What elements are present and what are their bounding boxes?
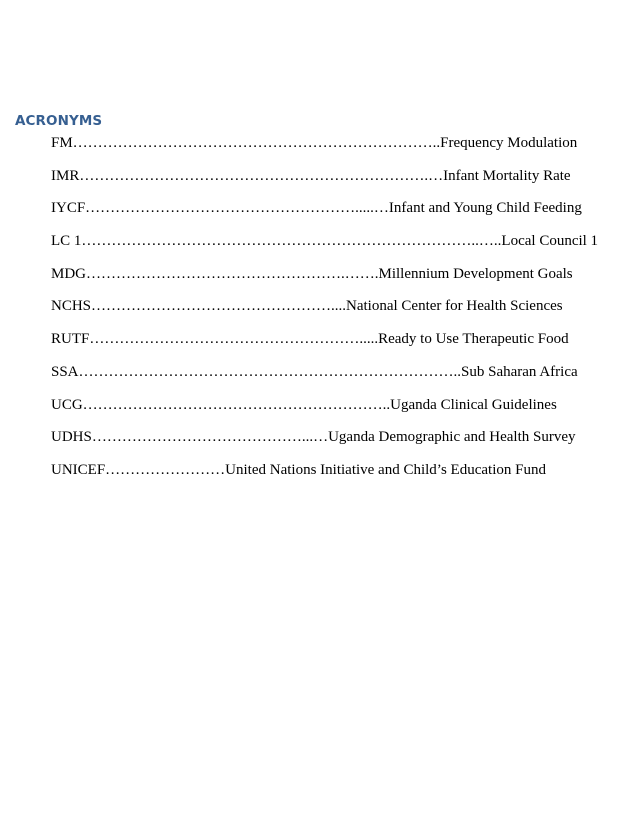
section-heading: ACRONYMS <box>15 113 103 129</box>
acronym-entry-fm: FM………………………………………………………………..Frequency Modulation <box>51 135 578 151</box>
acronym-list <box>51 133 599 493</box>
acronym-entry-unicef: UNICEF……………………United Nations Initiative and Child’s Education Fund <box>51 461 546 478</box>
acronym-entry-imr: IMR…………………………………………………………….…Infant Mortality Rate <box>51 167 571 184</box>
acronym-entry-udhs: UDHS……………………………………...…Uganda Demographic and Health Survey <box>51 429 576 446</box>
acronym-entry-lc1: LC 1……………………………………………………………………..…..Local Council 1 <box>51 233 599 250</box>
acronym-entry-mdg: MDG…………………………………………….…….Millennium Development Goals <box>51 265 573 282</box>
acronym-entry-ssa: SSA…………………………………………………………………..Sub Saharan Africa <box>51 363 578 380</box>
acronym-entry-rutf: RUTF……………………………………………….....Ready to Use Therapeutic Food <box>51 331 569 348</box>
acronym-entry-iycf: IYCF……………………………………………….....…Infant and Young Child Feeding <box>51 200 582 217</box>
acronym-entry-ucg: UCG……………………………………………………..Uganda Clinical Guidelines <box>51 396 557 413</box>
acronym-entry-nchs: NCHS…………………………………………....National Center for Health Sciences <box>51 298 563 315</box>
